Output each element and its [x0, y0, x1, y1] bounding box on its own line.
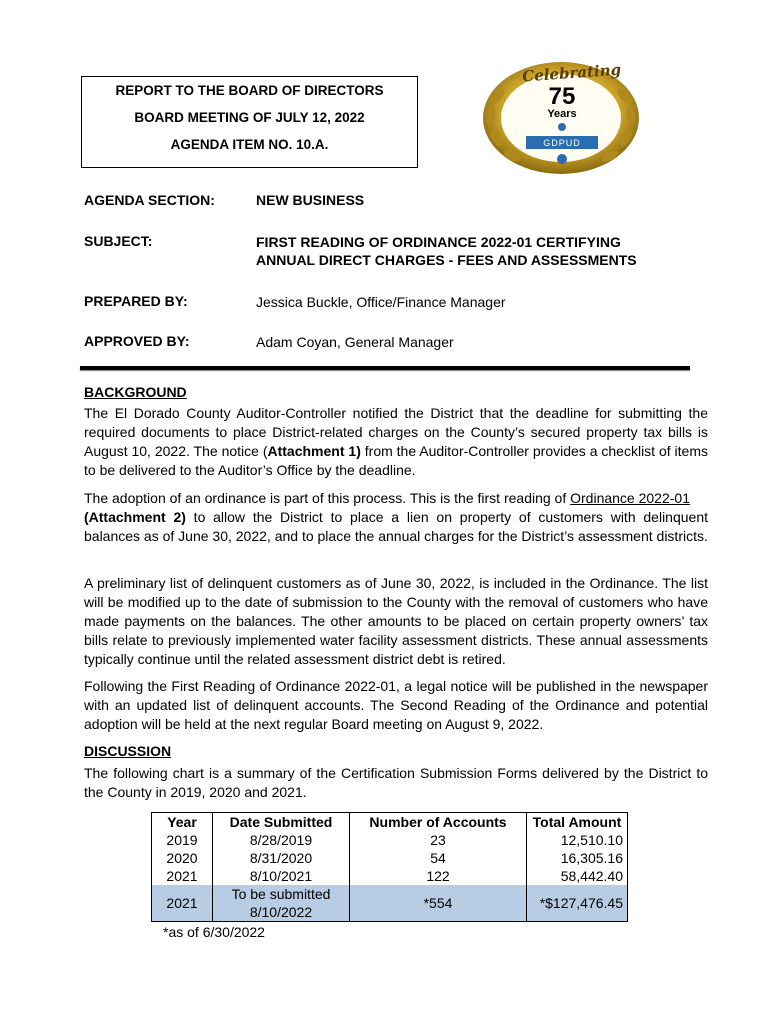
subject-line-2: ANNUAL DIRECT CHARGES - FEES AND ASSESSMENTS — [256, 252, 637, 268]
logo-years: Years — [547, 108, 577, 120]
header-number-of-accounts: Number of Accounts — [350, 813, 527, 832]
laurel-wreath-icon — [476, 56, 646, 184]
table-row — [152, 831, 628, 849]
cell-date: 8/28/2019 — [213, 831, 350, 849]
background-paragraph-3: A preliminary list of delinquent customers as of June 30, 2022, is included in the Ordinance. The list will be modified up to the date of submission to the County with the removal of customers who have made payments on the balances. The other amounts to be placed on certain property owners’ tax bills relate to previously implemented water facility assessment districts. These annual assessments typically continue until the related assessment district debt is retired. — [84, 575, 708, 667]
logo-number: 75 — [548, 83, 576, 110]
logo-script-text: Celebrating — [521, 60, 622, 86]
board-meeting-date: BOARD MEETING OF JULY 12, 2022 — [134, 110, 365, 125]
cell-date: 8/31/2020 — [213, 849, 350, 867]
report-header-box — [81, 76, 418, 168]
discussion-heading: DISCUSSION — [84, 743, 172, 759]
background-paragraph-1: The El Dorado County Auditor-Controller notified the District that the deadline for submitting the required documents to place District-related charges on the County’s secured property tax bills is August 10, 2022. The notice (Attachment 1) from the Auditor-Controller provides a checklist of items to be delivered to the Auditor’s Office by the deadline. — [84, 405, 708, 478]
prepared-by-value: Jessica Buckle, Office/Finance Manager — [256, 294, 506, 310]
section-divider — [80, 366, 690, 370]
header-year: Year — [152, 813, 213, 832]
table-row-highlighted — [152, 885, 628, 922]
cell-year: 2021 — [152, 867, 213, 885]
approved-by-label: APPROVED BY: — [84, 333, 190, 349]
discussion-paragraph: The following chart is a summary of the Certification Submission Forms delivered by the District to the County in 2019, 2020 and 2021. — [84, 765, 708, 800]
cell-accounts: 122 — [350, 867, 527, 885]
header-date-submitted: Date Submitted — [213, 813, 350, 832]
attachment-2-ref: (Attachment 2) — [84, 509, 186, 525]
cell-amount: 16,305.16 — [527, 849, 628, 867]
table-header-row — [152, 813, 628, 832]
ordinance-link[interactable]: Ordinance 2022-01 — [570, 490, 690, 506]
cell-amount: 58,442.40 — [527, 867, 628, 885]
logo-org: GDPUD — [543, 138, 581, 148]
background-paragraph-4: Following the First Reading of Ordinance 2022-01, a legal notice will be published in the newspaper with an updated list of delinquent accounts. The Second Reading of the Ordinance and potential adoption will be held at the next regular Board meeting on August 9, 2022. — [84, 678, 708, 732]
subject-line-1: FIRST READING OF ORDINANCE 2022-01 CERTIFYING — [256, 234, 621, 250]
table-footnote: *as of 6/30/2022 — [163, 924, 265, 940]
agenda-section-value: NEW BUSINESS — [256, 192, 365, 208]
background-paragraph-2: The adoption of an ordinance is part of this process. This is the first reading of Ordinance 2022-01 (Attachment 2) to allow the District to place a lien on property of customers with delinquent balances as of June 30, 2022, and to place the annual charges for the District’s assessment districts. — [84, 490, 708, 544]
cell-accounts: *554 — [350, 885, 527, 922]
header-total-amount: Total Amount — [527, 813, 628, 832]
cell-accounts: 23 — [350, 831, 527, 849]
cell-date: 8/10/2021 — [213, 867, 350, 885]
report-title: REPORT TO THE BOARD OF DIRECTORS — [115, 83, 384, 98]
table-row — [152, 867, 628, 885]
cell-date: To be submitted 8/10/2022 — [213, 885, 350, 922]
cell-year: 2020 — [152, 849, 213, 867]
celebrating-75-years-logo — [476, 56, 646, 184]
cell-year: 2021 — [152, 885, 213, 922]
cell-amount: 12,510.10 — [527, 831, 628, 849]
prepared-by-label: PREPARED BY: — [84, 293, 188, 309]
cell-amount: *$127,476.45 — [527, 885, 628, 922]
cell-accounts: 54 — [350, 849, 527, 867]
agenda-section-label: AGENDA SECTION: — [84, 192, 215, 208]
agenda-item-number: AGENDA ITEM NO. 10.A. — [170, 137, 329, 152]
certification-summary-table — [151, 812, 628, 922]
background-heading: BACKGROUND — [84, 384, 187, 400]
attachment-1-ref: Attachment 1) — [267, 443, 361, 459]
subject-label: SUBJECT: — [84, 233, 153, 249]
approved-by-value: Adam Coyan, General Manager — [256, 334, 454, 350]
cell-year: 2019 — [152, 831, 213, 849]
table-row — [152, 849, 628, 867]
